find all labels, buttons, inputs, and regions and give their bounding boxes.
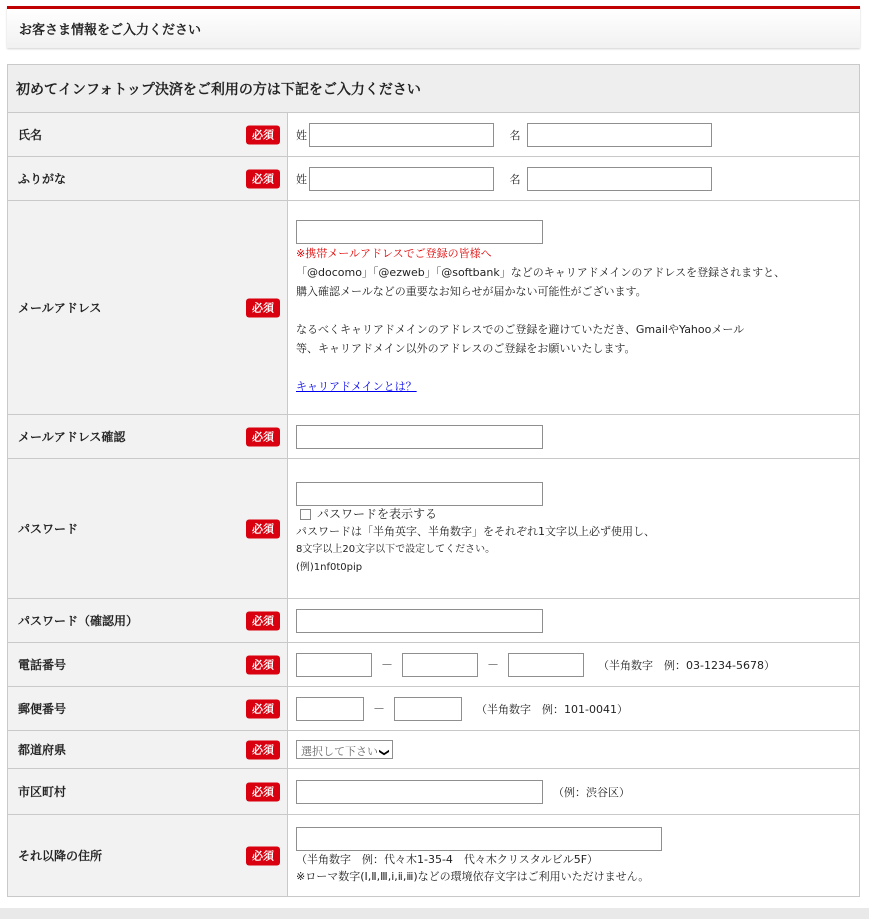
required-badge: 必須 <box>246 655 280 674</box>
password-example: (例)1nf0t0pip <box>296 561 363 573</box>
required-badge: 必須 <box>246 298 280 317</box>
form-caption: 初めてインフォトップ決済をご利用の方は下記をご入力ください <box>8 65 860 113</box>
postal-hint: （半角数字 例：101-0041） <box>476 702 628 716</box>
phone-dash: － <box>381 658 394 672</box>
footer-divider <box>0 908 869 919</box>
required-badge: 必須 <box>246 125 280 144</box>
required-badge: 必須 <box>246 782 280 801</box>
chevron-down-icon: ❯ <box>378 748 390 757</box>
prefecture-select[interactable] <box>296 740 393 759</box>
required-badge: 必須 <box>246 519 280 538</box>
prefecture-selected: 選択して下さい <box>301 745 378 758</box>
phone-input-3[interactable] <box>508 653 584 677</box>
show-password-checkbox[interactable] <box>300 509 311 520</box>
mei-label: 名 <box>509 128 521 142</box>
address-label: それ以降の住所 <box>18 849 103 863</box>
customer-info-form <box>7 64 860 897</box>
email-confirm-label: メールアドレス確認 <box>18 430 126 444</box>
section-title: お客さま情報をご入力ください <box>19 23 202 38</box>
password-confirm-input[interactable] <box>296 609 543 633</box>
sei-kana-label: 姓 <box>296 172 307 186</box>
required-badge: 必須 <box>246 169 280 188</box>
postal-input-2[interactable] <box>394 697 462 721</box>
row-furigana <box>8 157 860 201</box>
last-name-input[interactable] <box>309 123 494 147</box>
phone-input-1[interactable] <box>296 653 372 677</box>
row-city <box>8 769 860 815</box>
row-password-confirm <box>8 599 860 643</box>
phone-dash: － <box>487 658 500 672</box>
required-badge: 必須 <box>246 846 280 865</box>
address-hint-2: ※ローマ数字(Ⅰ,Ⅱ,Ⅲ,ⅰ,ⅱ,ⅲ)などの環境依存文字はご利用いただけません。 <box>296 869 650 883</box>
row-phone <box>8 643 860 687</box>
password-confirm-label: パスワード（確認用） <box>18 614 139 628</box>
first-name-input[interactable] <box>527 123 712 147</box>
section-header <box>7 6 860 48</box>
carrier-domain-link[interactable]: キャリアドメインとは？ <box>296 379 417 393</box>
postal-label: 郵便番号 <box>18 702 67 716</box>
furigana-label: ふりがな <box>18 172 67 186</box>
email-confirm-input[interactable] <box>296 425 543 449</box>
password-note-1: パスワードは「半角英字、半角数字」をそれぞれ1文字以上必ず使用し、 <box>296 524 655 538</box>
password-input[interactable] <box>296 482 543 506</box>
prefecture-label: 都道府県 <box>18 743 67 757</box>
required-badge: 必須 <box>246 699 280 718</box>
city-hint: （例：渋谷区） <box>553 785 630 799</box>
postal-input-1[interactable] <box>296 697 364 721</box>
row-prefecture <box>8 731 860 769</box>
email-note-title: ※携帯メールアドレスでご登録の皆様へ <box>296 246 492 260</box>
phone-hint: （半角数字 例：03-1234-5678） <box>598 658 775 672</box>
required-badge: 必須 <box>246 427 280 446</box>
row-postal <box>8 687 860 731</box>
row-name <box>8 113 860 157</box>
password-note-2: 8文字以上20文字以下で設定してください。 <box>296 543 496 555</box>
address-input[interactable] <box>296 827 662 851</box>
email-input[interactable] <box>296 220 543 244</box>
phone-input-2[interactable] <box>402 653 478 677</box>
postal-dash: － <box>373 702 386 716</box>
name-label: 氏名 <box>18 128 43 142</box>
sei-label: 姓 <box>296 128 307 142</box>
row-address <box>8 815 860 897</box>
show-password-label: パスワードを表示する <box>317 506 438 521</box>
email-note-4: 等、キャリアドメイン以外のアドレスのご登録をお願いいたします。 <box>296 341 636 355</box>
city-input[interactable] <box>296 780 543 804</box>
row-email <box>8 201 860 415</box>
email-note-3: なるべくキャリアドメインのアドレスでのご登録を避けていただき、GmailやYahooメール <box>296 322 745 336</box>
password-label: パスワード <box>18 522 79 536</box>
required-badge: 必須 <box>246 740 280 759</box>
phone-label: 電話番号 <box>18 658 67 672</box>
email-label: メールアドレス <box>18 301 102 315</box>
first-name-kana-input[interactable] <box>527 167 712 191</box>
city-label: 市区町村 <box>18 785 67 799</box>
email-note-1: 「@docomo」「@ezweb」「@softbank」などのキャリアドメインのアドレスを登録されますと、 <box>296 265 786 279</box>
email-note-2: 購入確認メールなどの重要なお知らせが届かない可能性がございます。 <box>296 284 647 298</box>
address-hint-1: （半角数字 例：代々木1-35-4 代々木クリスタルビル5F） <box>296 852 599 866</box>
row-email-confirm <box>8 415 860 459</box>
row-password <box>8 459 860 599</box>
last-name-kana-input[interactable] <box>309 167 494 191</box>
required-badge: 必須 <box>246 611 280 630</box>
mei-kana-label: 名 <box>509 172 521 186</box>
